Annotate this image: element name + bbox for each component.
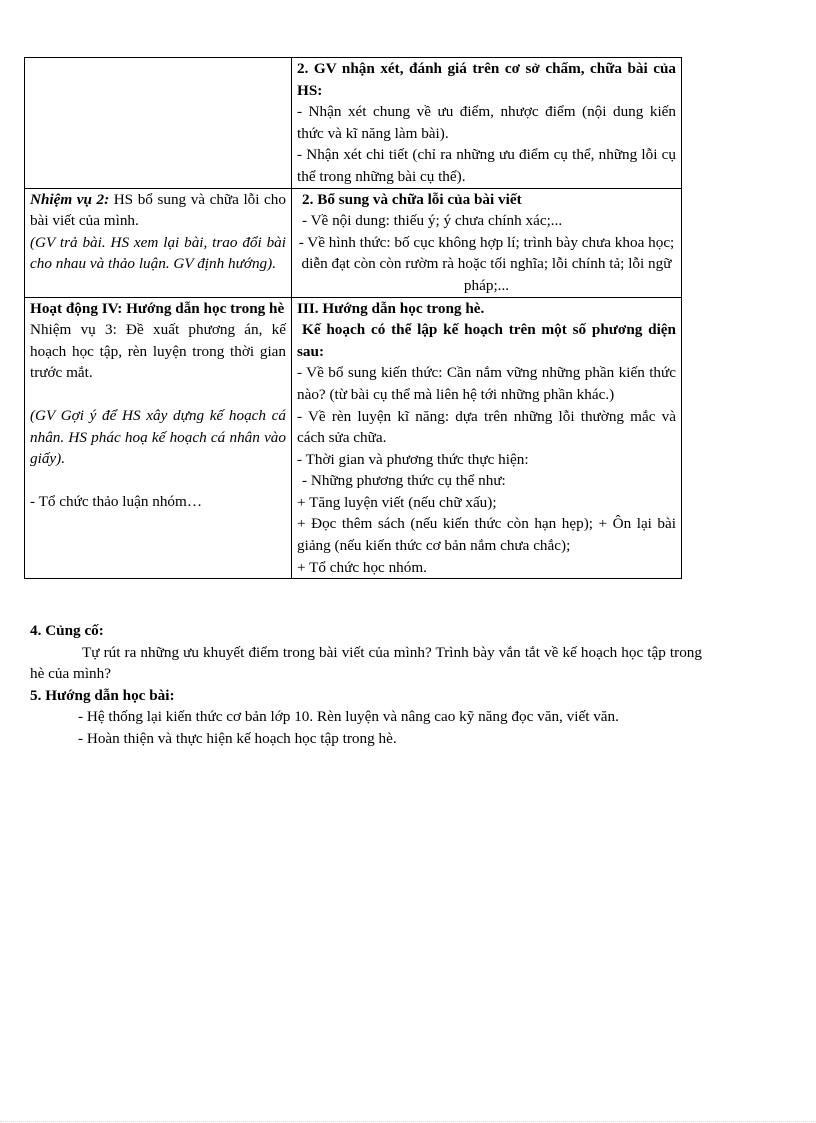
study-group-text: + Tổ chức học nhóm.	[297, 558, 427, 576]
page-bottom-rule	[0, 1121, 816, 1122]
section5-item: - Hệ thống lại kiến thức cơ bản lớp 10. Rèn luyện và nâng cao kỹ năng đọc văn, viết văn.	[78, 708, 619, 726]
activity4-heading: Hoạt động IV: Hướng dẫn học trong hè	[30, 299, 285, 317]
writing-practice-text: + Tăng luyện viết (nếu chữ xấu);	[297, 493, 497, 511]
revision-heading: 2. Bổ sung và chữa lỗi của bài viết	[302, 190, 522, 208]
table-row	[25, 297, 682, 579]
reading-review-text: + Đọc thêm sách (nếu kiến thức còn hạn hẹp); + Ôn lại bài giảng (nếu kiến thức cơ bản nắm chưa chắc);	[297, 515, 676, 555]
summer-guide-heading: III. Hướng dẫn học trong hè.	[297, 299, 485, 317]
task3-teacher-note: (GV Gợi ý để HS xây dựng kế hoạch cá nhân. HS phác hoạ kế hoạch cá nhân vào giấy).	[30, 406, 286, 468]
specific-methods-text: - Những phương thức cụ thể như:	[302, 472, 506, 490]
row1-left-cell	[25, 58, 292, 189]
skill-practice-text: - Về rèn luyện kĩ năng: dựa trên những lỗi thường mắc và cách sửa chữa.	[297, 407, 676, 447]
time-method-text: - Thời gian và phương thức thực hiện:	[297, 450, 529, 468]
row3-right-cell	[292, 297, 682, 579]
table-row	[25, 188, 682, 297]
section5-heading: 5. Hướng dẫn học bài:	[30, 686, 175, 704]
task2-text	[30, 189, 286, 232]
knowledge-supplement-text: - Về bổ sung kiến thức: Cần nắm vững những phần kiến thức nào? (từ bài cụ thể mà liên hệ tới những phần khác.)	[297, 364, 676, 403]
spacer	[30, 384, 286, 405]
group-discussion-text: - Tổ chức thảo luận nhóm…	[30, 492, 203, 510]
section4-body: Tự rút ra những ưu khuyết điểm trong bài viết của mình? Trình bày vắn tắt về kế hoạch học tập trong hè của mình?	[30, 643, 702, 683]
content-errors-text: - Về nội dung: thiếu ý; ý chưa chính xác;...	[302, 212, 563, 230]
teacher-feedback-heading: 2. GV nhận xét, đánh giá trên cơ sở chấm, chữa bài của HS:	[297, 60, 676, 99]
task2-description: HS bổ sung và chữa lỗi cho bài viết của mình.	[30, 190, 286, 230]
task2-teacher-note: (GV trả bài. HS xem lại bài, trao đổi bài cho nhau và thảo luận. GV định hướng).	[30, 233, 286, 273]
row2-left-cell	[25, 188, 292, 297]
task2-label: Nhiệm vụ 2:	[30, 190, 110, 208]
row3-left-cell	[25, 297, 292, 579]
row2-right-cell	[292, 188, 682, 297]
form-errors-text: - Về hình thức: bố cục không hợp lí; trình bày chưa khoa học; diễn đạt còn còn rườm rà hoặc tối nghĩa; lỗi chính tả; lỗi ngữ pháp;...	[298, 233, 675, 294]
section5-item: - Hoàn thiện và thực hiện kế hoạch học tập trong hè.	[78, 729, 397, 747]
task3-text: Nhiệm vụ 3: Đề xuất phương án, kế hoạch học tập, rèn luyện trong thời gian trước mắt.	[30, 321, 286, 382]
spacer	[30, 470, 286, 491]
lesson-plan-table	[24, 57, 682, 579]
table-row	[25, 58, 682, 189]
closing-sections	[30, 620, 702, 750]
section4-heading: 4. Củng cố:	[30, 622, 104, 639]
detailed-feedback-text: - Nhận xét chi tiết (chỉ ra những ưu điểm cụ thể, những lỗi cụ thể trong những bài cụ thể).	[297, 146, 676, 185]
plan-aspects-heading: Kế hoạch có thể lập kế hoạch trên một số phương diện sau:	[297, 321, 676, 360]
general-feedback-text: - Nhận xét chung về ưu điểm, nhược điểm (nội dung kiến thức và kĩ năng làm bài).	[297, 103, 676, 142]
row1-right-cell	[292, 58, 682, 189]
